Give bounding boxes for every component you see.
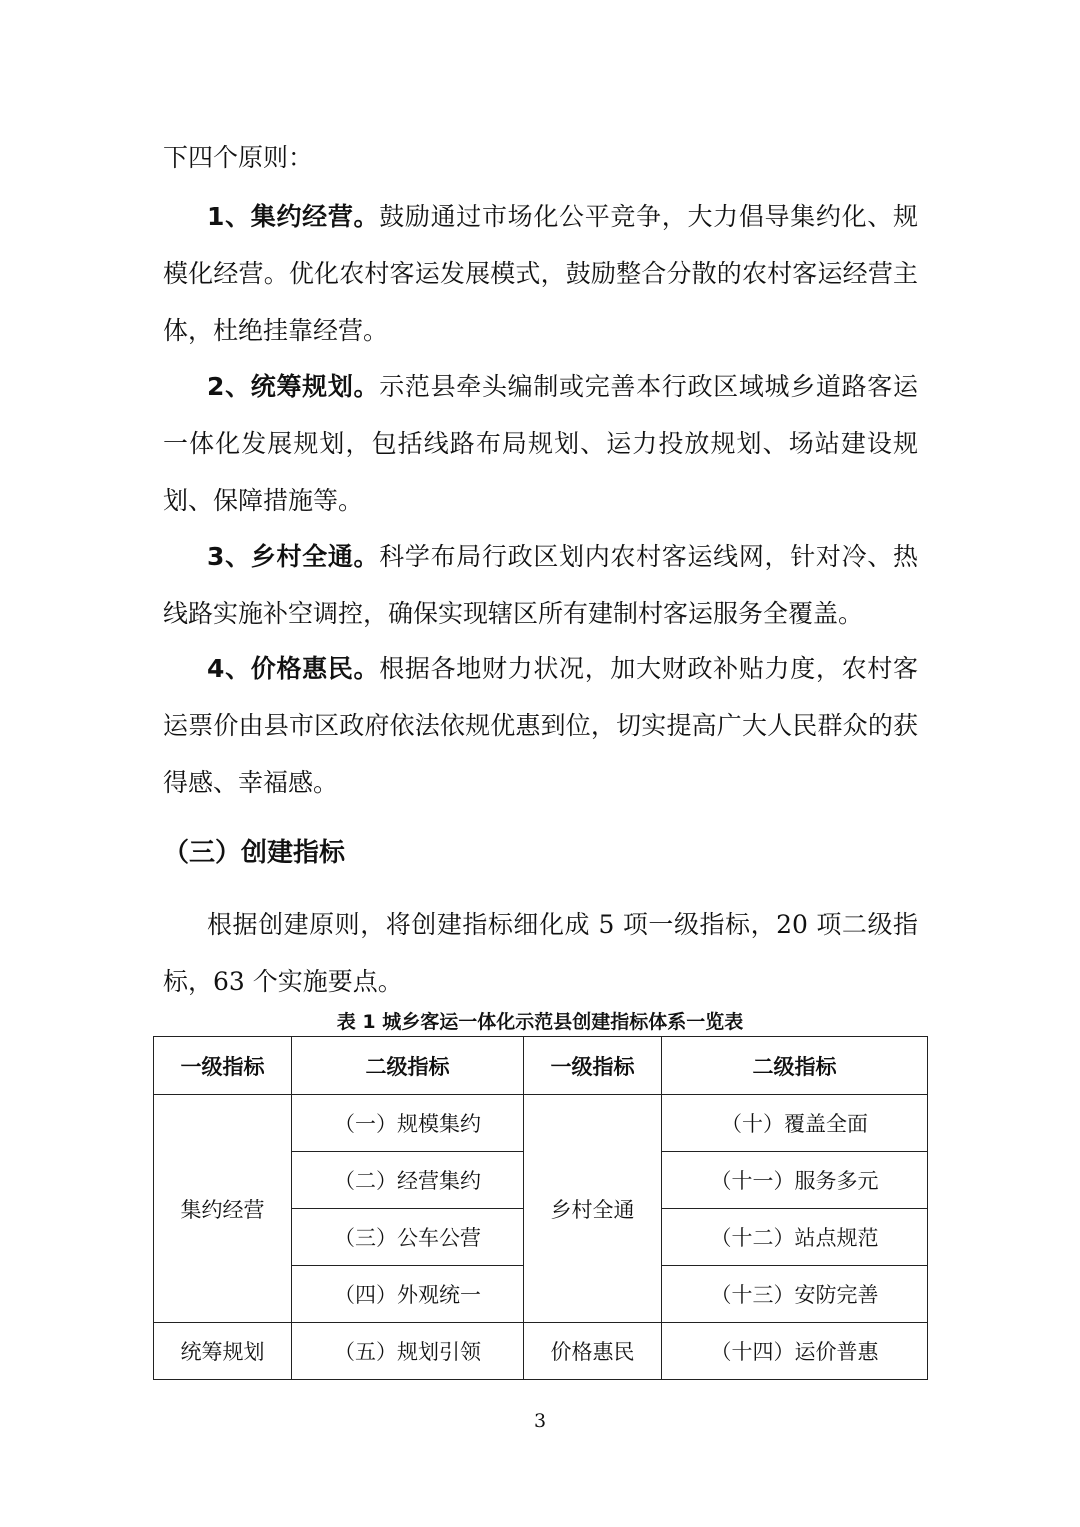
indicator-table bbox=[153, 1036, 928, 1380]
level1-cell: 价格惠民 bbox=[524, 1323, 662, 1380]
level1-cell: 乡村全通 bbox=[524, 1095, 662, 1323]
principle-heading: 4、价格惠民。 bbox=[207, 654, 380, 683]
level2-cell: （十四）运价普惠 bbox=[662, 1323, 928, 1380]
level2-cell: （十二）站点规范 bbox=[662, 1209, 928, 1266]
table-row bbox=[154, 1323, 928, 1380]
principle-heading: 1、集约经营。 bbox=[207, 202, 380, 231]
principle-3 bbox=[163, 528, 918, 642]
level2-cell: （三）公车公营 bbox=[292, 1209, 524, 1266]
lead-text: 下四个原则： bbox=[163, 143, 314, 172]
page-number: 3 bbox=[533, 1410, 547, 1432]
principle-1 bbox=[163, 188, 918, 359]
principle-2 bbox=[163, 358, 918, 529]
principle-heading: 2、统筹规划。 bbox=[207, 372, 380, 401]
principle-body: 根据各地财力状况，加大财政补贴力度，农村客运票价由县市区政府依法依规优惠到位，切实提高广大人民群众的获得感、幸福感。 bbox=[163, 654, 918, 797]
header-cell: 二级指标 bbox=[292, 1037, 524, 1095]
level2-cell: （十）覆盖全面 bbox=[662, 1095, 928, 1152]
level2-cell: （四）外观统一 bbox=[292, 1266, 524, 1323]
table-caption: 表 1 城乡客运一体化示范县创建指标体系一览表 bbox=[336, 1011, 744, 1033]
principle-body: 鼓励通过市场化公平竞争，大力倡导集约化、规模化经营。优化农村客运发展模式，鼓励整合分散的农村客运经营主体，杜绝挂靠经营。 bbox=[163, 202, 918, 345]
section-body: 根据创建原则，将创建指标细化成 5 项一级指标，20 项二级指标，63 个实施要点。 bbox=[163, 910, 918, 996]
header-cell: 二级指标 bbox=[662, 1037, 928, 1095]
header-cell: 一级指标 bbox=[524, 1037, 662, 1095]
principle-body: 示范县牵头编制或完善本行政区域城乡道路客运一体化发展规划，包括线路布局规划、运力投放规划、场站建设规划、保障措施等。 bbox=[163, 372, 918, 515]
section-title: （三）创建指标 bbox=[163, 838, 346, 868]
principle-heading: 3、乡村全通。 bbox=[207, 542, 380, 571]
principle-body: 科学布局行政区划内农村客运线网，针对冷、热线路实施补空调控，确保实现辖区所有建制村客运服务全覆盖。 bbox=[163, 542, 918, 628]
level2-cell: （十三）安防完善 bbox=[662, 1266, 928, 1323]
level1-cell: 统筹规划 bbox=[154, 1323, 292, 1380]
table-row bbox=[154, 1095, 928, 1152]
level2-cell: （十一）服务多元 bbox=[662, 1152, 928, 1209]
header-cell: 一级指标 bbox=[154, 1037, 292, 1095]
level2-cell: （五）规划引领 bbox=[292, 1323, 524, 1380]
table-header-row bbox=[154, 1037, 928, 1095]
level2-cell: （一）规模集约 bbox=[292, 1095, 524, 1152]
principle-4 bbox=[163, 640, 918, 811]
level2-cell: （二）经营集约 bbox=[292, 1152, 524, 1209]
level1-cell: 集约经营 bbox=[154, 1095, 292, 1323]
